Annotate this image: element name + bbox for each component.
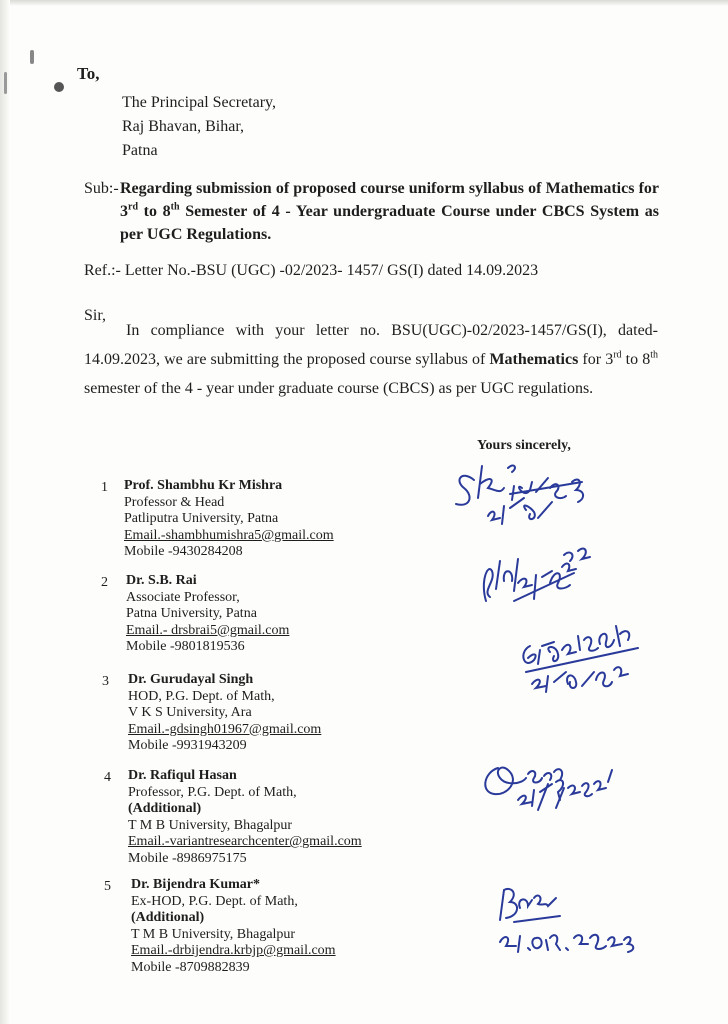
scan-edge-top — [0, 0, 728, 6]
subject-text: Regarding submission of proposed course uniform syllabus of Mathematics for 3rd to 8th Semester of 4 - Year undergraduate Course under CBCS System as per UGC Regulations. — [120, 180, 659, 243]
address-line: Raj Bhavan, Bihar, — [122, 118, 244, 135]
ink-mark — [30, 50, 34, 64]
member-detail: Patliputra University, Patna — [124, 511, 279, 526]
member-name: Dr. Rafiqul Hasan — [128, 768, 237, 783]
address-line: The Principal Secretary, — [122, 94, 277, 111]
member-entry — [124, 478, 334, 561]
body-paragraph: In compliance with your letter no. BSU(UGC)-02/2023-1457/GS(I), dated-14.09.2023, we are submitting the proposed course syllabus of Mathematics for 3rd to 8th semester of the 4 - year under graduate course (CBCS) as per UGC regulations. — [84, 322, 659, 397]
member-name: Dr. Gurudayal Singh — [128, 672, 254, 687]
member-name: Prof. Shambhu Kr Mishra — [124, 478, 283, 493]
salutation-to: To, — [77, 64, 100, 83]
member-mobile: Mobile -9801819536 — [126, 639, 245, 654]
member-additional: (Additional) — [131, 910, 205, 925]
member-detail: V K S University, Ara — [128, 705, 252, 720]
member-name: Dr. Bijendra Kumar* — [131, 877, 260, 892]
member-detail: Associate Professor, — [126, 589, 240, 605]
member-email[interactable]: Email.-shambhumishra5@gmail.com — [124, 527, 334, 543]
member-number: 3 — [102, 674, 109, 689]
member-mobile: Mobile -9430284208 — [124, 544, 243, 559]
scan-edge-left — [0, 0, 10, 1024]
member-email[interactable]: Email.-drbijendra.krbjp@gmail.com — [131, 943, 336, 958]
member-entry — [128, 768, 362, 867]
member-entry — [131, 877, 336, 976]
greeting: Sir, — [84, 307, 107, 324]
member-mobile: Mobile -8986975175 — [128, 850, 247, 866]
address-line: Patna — [122, 142, 158, 159]
member-number: 1 — [101, 480, 108, 495]
member-detail: HOD, P.G. Dept. of Math, — [128, 688, 275, 704]
member-entry — [128, 672, 321, 755]
member-detail: T M B University, Bhagalpur — [131, 926, 296, 942]
member-mobile: Mobile -8709882839 — [131, 959, 250, 975]
ink-mark — [4, 72, 7, 94]
member-detail: T M B University, Bhagalpur — [128, 817, 293, 833]
member-detail: Patna University, Patna — [126, 606, 257, 621]
signature-2 — [474, 541, 594, 616]
signature-4 — [478, 748, 618, 823]
member-number: 4 — [104, 770, 111, 785]
signature-3 — [516, 606, 646, 701]
member-detail: Professor & Head — [124, 494, 225, 510]
signature-1 — [452, 458, 592, 538]
ink-blot — [54, 82, 64, 92]
subject-label: Sub:- — [84, 180, 119, 197]
member-name: Dr. S.B. Rai — [126, 573, 197, 588]
member-email[interactable]: Email.-gdsingh01967@gmail.com — [128, 721, 322, 737]
reference: Ref.:- Letter No.-BSU (UGC) -02/2023- 1457/ GS(I) dated 14.09.2023 — [84, 262, 539, 279]
member-number: 5 — [104, 879, 111, 894]
member-detail: Professor, P.G. Dept. of Math, — [128, 784, 297, 800]
member-additional: (Additional) — [128, 801, 202, 816]
member-email[interactable]: Email.- drsbrai5@gmail.com — [126, 622, 290, 638]
member-email[interactable]: Email.-variantresearchcenter@gmail.com — [128, 834, 362, 849]
member-number: 2 — [101, 575, 108, 590]
member-mobile: Mobile -9931943209 — [128, 738, 247, 753]
subject — [84, 177, 659, 246]
signature-5 — [490, 876, 640, 961]
closing: Yours sincerely, — [477, 438, 571, 453]
member-detail: Ex-HOD, P.G. Dept. of Math, — [131, 893, 298, 909]
member-entry — [126, 573, 289, 656]
